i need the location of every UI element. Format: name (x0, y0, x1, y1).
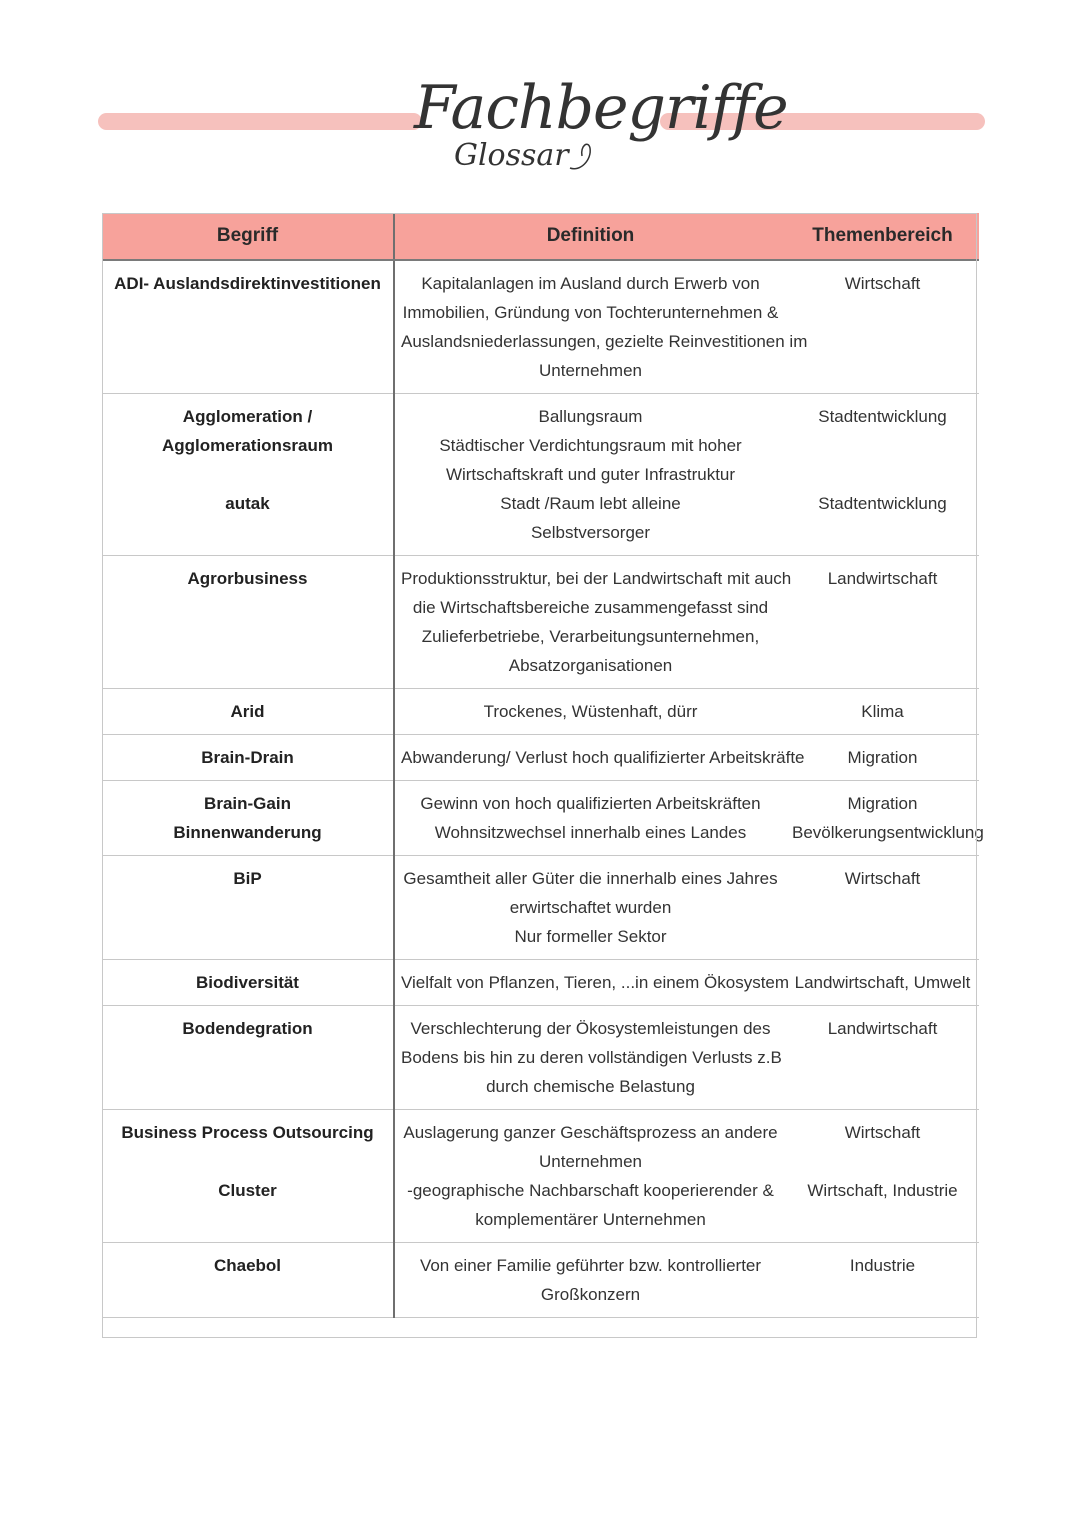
topic-text: Wirtschaft (844, 1123, 921, 1142)
topic-cell (786, 394, 979, 556)
table-row (102, 556, 979, 689)
definition-text: Gewinn von hoch qualifizierten Arbeitskräften (420, 794, 761, 813)
term-cell (102, 781, 394, 856)
definition-text: Gesamtheit aller Güter die innerhalb eines Jahres (403, 869, 778, 888)
definition-text: durch chemische Belastung (486, 1077, 695, 1096)
topic-text: Landwirtschaft (827, 1019, 938, 1038)
definition-text: Wirtschaftskraft und guter Infrastruktur (445, 465, 736, 484)
definition-text: Absatzorganisationen (508, 656, 673, 675)
table-row (102, 1006, 979, 1110)
table-row (102, 735, 979, 781)
definition-text: erwirtschaftet wurden (509, 898, 672, 917)
definition-text: Unternehmen (538, 361, 642, 380)
term-text: Arid (230, 702, 265, 721)
topic-text: Stadtentwicklung (818, 407, 947, 426)
topic-cell (786, 735, 979, 781)
definition-text: Bodens bis hin zu deren vollständigen Verlusts z.B (401, 1048, 782, 1067)
table-header-row (102, 213, 979, 260)
topic-text: Migration (847, 794, 918, 813)
definition-cell (394, 260, 808, 394)
topic-text: Klima (861, 702, 904, 721)
topic-cell (786, 960, 979, 1006)
definition-text: Produktionsstruktur, bei der Landwirtschaft mit auch (401, 569, 792, 588)
definition-cell (394, 556, 792, 689)
definition-text: Auslandsniederlassungen, gezielte Reinvestitionen im (401, 332, 808, 351)
topic-cell (786, 1243, 979, 1318)
topic-text: Bevölkerungsentwicklung (792, 823, 984, 842)
term-cell (102, 856, 394, 960)
title-main: Fachbegriffe (414, 73, 788, 143)
definition-text: Trockenes, Wüstenhaft, dürr (483, 702, 698, 721)
definition-cell (394, 689, 786, 735)
topic-cell (786, 689, 979, 735)
definition-text: die Wirtschaftsbereiche zusammengefasst sind (412, 598, 769, 617)
definition-cell (394, 781, 786, 856)
topic-text: Stadtentwicklung (818, 494, 947, 513)
definition-cell (394, 856, 786, 960)
definition-cell (394, 960, 790, 1006)
definition-text: -geographische Nachbarschaft kooperierender & (407, 1181, 774, 1200)
topic-cell (786, 260, 979, 394)
definition-cell (394, 394, 786, 556)
term-cell (102, 960, 394, 1006)
definition-cell (394, 1110, 786, 1243)
term-cell (102, 1006, 394, 1110)
term-cell (102, 735, 394, 781)
definition-text: Nur formeller Sektor (514, 927, 667, 946)
term-text: Agrorbusiness (187, 569, 308, 588)
title-subtitle: Glossar (454, 138, 569, 173)
topic-text: Wirtschaft, Industrie (807, 1181, 958, 1200)
header-definition: Definition (394, 213, 786, 260)
topic-cell (786, 781, 984, 856)
definition-text: Städtischer Verdichtungsraum mit hoher (439, 436, 742, 455)
term-text: Agglomerationsraum (162, 436, 333, 455)
term-text: Bodendegration (182, 1019, 313, 1038)
header-topic: Themenbereich (786, 213, 979, 260)
term-cell (102, 556, 394, 689)
topic-text: Migration (847, 748, 918, 767)
term-text: Business Process Outsourcing (121, 1123, 374, 1142)
definition-text: Abwanderung/ Verlust hoch qualifizierter Arbeitskräfte (401, 748, 805, 767)
term-text: Brain-Drain (201, 748, 294, 767)
topic-cell (786, 856, 979, 960)
term-text: Biodiversität (196, 973, 299, 992)
term-cell (102, 394, 394, 556)
term-cell (102, 260, 394, 394)
topic-cell (786, 1006, 979, 1110)
page-title (414, 72, 788, 182)
term-text: Agglomeration / (182, 407, 313, 426)
term-text: autak (225, 494, 270, 513)
topic-cell (786, 556, 979, 689)
table-row (102, 260, 979, 394)
definition-text: Zulieferbetriebe, Verarbeitungsunternehmen, (421, 627, 760, 646)
title-flourish-icon (566, 138, 606, 174)
term-cell (102, 1110, 394, 1243)
topic-text: Industrie (849, 1256, 916, 1275)
term-text: ADI- Auslandsdirektinvestitionen (114, 274, 381, 293)
definition-cell (394, 735, 805, 781)
title-decoration-left (98, 113, 422, 130)
table-row (102, 689, 979, 735)
definition-text: Wohnsitzwechsel innerhalb eines Landes (434, 823, 747, 842)
glossary-table (102, 213, 984, 1318)
topic-text: Landwirtschaft, Umwelt (794, 973, 971, 992)
table-row (102, 394, 979, 556)
topic-text: Wirtschaft (844, 869, 921, 888)
definition-text: Auslagerung ganzer Geschäftsprozess an andere (403, 1123, 778, 1142)
term-text: Brain-Gain (204, 794, 291, 813)
definition-text: komplementärer Unternehmen (475, 1210, 706, 1229)
definition-text: Stadt /Raum lebt alleine (500, 494, 681, 513)
header-term: Begriff (102, 213, 394, 260)
table-row (102, 781, 979, 856)
definition-text: Immobilien, Gründung von Tochterunternehmen & (402, 303, 779, 322)
definition-text: Großkonzern (540, 1285, 641, 1304)
table-row (102, 1110, 979, 1243)
table-row (102, 1243, 979, 1318)
term-text: Cluster (218, 1181, 277, 1200)
definition-text: Vielfalt von Pflanzen, Tieren, ...in einem Ökosystem (401, 973, 790, 992)
definition-text: Ballungsraum (538, 407, 643, 426)
term-text: Chaebol (213, 1256, 282, 1275)
topic-text: Wirtschaft (844, 274, 921, 293)
term-text: BiP (233, 869, 262, 888)
term-cell (102, 689, 394, 735)
definition-cell (394, 1243, 786, 1318)
topic-text: Landwirtschaft (827, 569, 938, 588)
table-row (102, 856, 979, 960)
table-row (102, 960, 979, 1006)
definition-text: Kapitalanlagen im Ausland durch Erwerb von (421, 274, 760, 293)
term-text: Binnenwanderung (173, 823, 322, 842)
term-cell (102, 1243, 394, 1318)
table-body (102, 260, 984, 1318)
definition-text: Verschlechterung der Ökosystemleistungen des (410, 1019, 771, 1038)
topic-cell (786, 1110, 979, 1243)
definition-text: Selbstversorger (530, 523, 651, 542)
definition-text: Von einer Familie geführter bzw. kontrollierter (419, 1256, 762, 1275)
definition-cell (394, 1006, 786, 1110)
definition-text: Unternehmen (538, 1152, 642, 1171)
